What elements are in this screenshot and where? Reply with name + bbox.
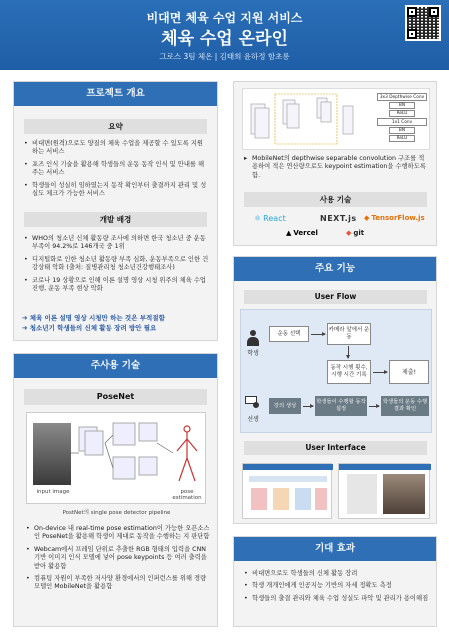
layer-box: BN	[389, 102, 415, 109]
list-item: • On-device 내 real-time pose estimation이 가능한 오픈소스인 PoseNet을 활용해 학생이 제대로 동작을 수행하는 지 판단함	[26, 525, 211, 542]
background-list	[24, 235, 209, 297]
flow-step-create: 강의 생성	[269, 398, 301, 414]
student-label: 학생	[247, 350, 259, 357]
teacher-label: 선생	[247, 416, 259, 423]
summary-list	[24, 140, 209, 202]
flow-arrow	[369, 406, 379, 407]
flow-arrow	[348, 346, 349, 358]
posenet-diagram	[26, 412, 206, 504]
list-item: • 포즈 인식 기술을 활용해 학생들의 운동 동작 인식 및 안내를 해주는 서비스	[24, 161, 209, 178]
flow-step-set-motion: 학생들이 수행할 동작 설정	[315, 396, 367, 416]
userflow-head: User Flow	[244, 290, 427, 304]
layer-box: ReLU	[389, 135, 415, 142]
layer-box: ReLU	[389, 110, 415, 117]
input-label: input image	[36, 489, 70, 495]
effects-band: 기대 효과	[234, 537, 436, 561]
list-item: • 비대면(원격)으로도 양질의 체육 수업을 제공할 수 있도록 지원하는 서비스	[24, 140, 209, 157]
output-label: pose estimation	[172, 489, 202, 501]
effects-list	[244, 570, 430, 607]
list-item: • Webcam에서 프레임 단위로 추출한 RGB 형태의 입력을 CNN기반 이미지 인식 모델에 넣어 pose keypoints 등 여러 출력을 받아 활용함	[26, 546, 211, 571]
list-item: • 코로나 19 상황으로 인해 이론 설명 영상 시청 위주의 체육 수업 진행, 운동 부족 현상 악화	[24, 277, 209, 294]
features-panel	[233, 256, 437, 524]
next-logo-icon: NEXT.js	[320, 214, 357, 223]
layer-stack	[377, 93, 427, 142]
overview-band: 프로젝트 개요	[14, 82, 217, 106]
features-band: 주요 기능	[234, 257, 436, 281]
highlight-1: ➔ 체육 이론 설명 영상 시청만 하는 것은 부적절함	[22, 314, 165, 322]
list-item: • 비대면으로도 학생들의 신체 활동 장려	[244, 570, 430, 578]
list-item: • 학생 개개인에게 인공지능 기반의 자세 정확도 측정	[244, 582, 430, 590]
flow-arrow	[303, 406, 313, 407]
qr-code-icon	[405, 5, 441, 41]
poster-title-line2: 체육 수업 온라인	[161, 29, 288, 49]
mobilenet-svg	[245, 90, 365, 150]
tensorflow-logo-icon: ◆ TensorFlow.js	[364, 214, 425, 222]
poster-header	[0, 0, 449, 70]
teacher-icon	[245, 396, 261, 410]
flow-step-record: 동작 시행 횟수, 시행 시간 기록	[327, 360, 371, 384]
react-logo-icon: ⚛ React	[254, 214, 286, 223]
flow-step-submit: 제출!	[389, 360, 429, 384]
mobilenet-note	[244, 155, 430, 184]
highlight-2: ➔ 청소년기 학생들의 신체 활동 장려 방안 필요	[22, 324, 157, 332]
effects-panel	[233, 536, 437, 627]
flow-step-check-result: 학생들의 운동 수행 결과 확인	[381, 396, 429, 416]
background-head: 개발 배경	[24, 212, 207, 227]
ui-head: User Interface	[244, 441, 427, 455]
posenet-caption: PostNet의 single pose detector pipeline	[62, 510, 171, 516]
overview-panel	[13, 81, 218, 341]
list-item: • WHO의 청소년 신체 활동량 조사에 의하면 한국 청소년 중 운동 부족이 94.2%로 146개국 중 1위	[24, 235, 209, 252]
vercel-logo-icon: ▲ Vercel	[286, 229, 318, 237]
list-item: • 학생들의 출결 관리와 체육 수업 성실도 파악 및 관리가 용이해짐	[244, 595, 430, 603]
ui-screenshot-left	[242, 463, 332, 519]
list-item: • 컴퓨팅 자원이 부족한 저사양 환경에서의 인퍼런스를 위해 경량 모델인 MobileNet을 활용함	[26, 575, 211, 592]
list-item: ▸ MobileNet의 depthwise separable convolution 구조를 적용하여 적은 연산량으로도 keypoint estimation을 수행하도록 함.	[244, 155, 430, 180]
tech-stack-panel	[233, 81, 437, 246]
mobilenet-diagram	[242, 88, 430, 150]
layer-box: 1x1 Conv	[377, 118, 427, 126]
git-logo-icon: ◆ git	[346, 229, 365, 237]
poster-title-line1: 비대면 체육 수업 지원 서비스	[146, 11, 303, 25]
userflow-diagram	[240, 309, 432, 433]
list-item: • 학생들이 성실히 임하였는지 동작 확인부터 출결까지 관리 및 성실도 체크가 가능한 서비스	[24, 182, 209, 199]
posenet-head: PoseNet	[24, 389, 207, 405]
flow-arrow	[311, 334, 325, 335]
layer-box: BN	[389, 127, 415, 134]
main-tech-panel	[13, 353, 218, 627]
student-icon	[247, 330, 259, 346]
flow-arrow	[373, 372, 387, 373]
layer-box: 3x3 Depthwise Conv	[377, 93, 427, 101]
main-tech-band: 주사용 기술	[14, 354, 217, 378]
main-tech-list	[26, 525, 211, 596]
flow-step-select: 운동 선택	[269, 326, 309, 342]
stack-head: 사용 기술	[244, 192, 427, 207]
list-item: • 디지털화로 인한 청소년 활동량 부족 심화, 운동부족으로 인한 건강상태 악화 (출처: 질병관리청 청소년건강행태조사)	[24, 256, 209, 273]
flow-step-camera: 카메라 앞에서 운동	[327, 323, 371, 345]
summary-head: 요약	[24, 119, 207, 134]
team-names: 그로스 3팀 체온 | 김태희 윤하정 함초롱	[159, 52, 290, 61]
ui-screenshot-right	[338, 463, 430, 519]
